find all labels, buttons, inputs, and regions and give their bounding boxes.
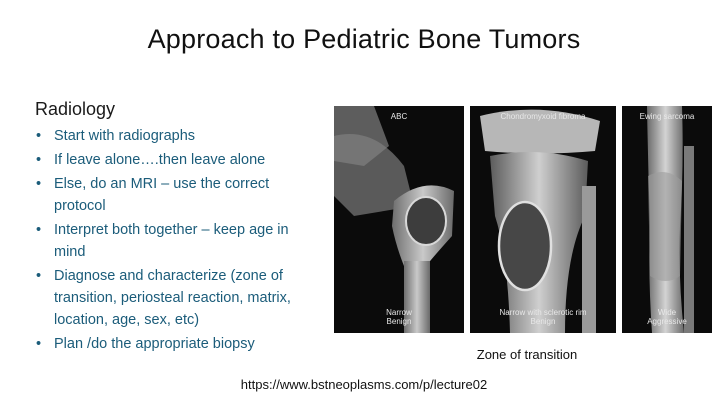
bullet-item: • Plan /do the appropriate biopsy [30,333,315,355]
image-label-abc: ABC [390,112,408,121]
image-nature-abc: Benign [386,317,412,326]
section-heading: Radiology [35,99,116,119]
xray-ewing-graphic [622,106,712,333]
bullet-list [30,125,315,357]
image-zone-chondromyxoid: Narrow with sclerotic rim [499,308,587,317]
xray-chondromyxoid-image [470,106,616,333]
xray-abc-image [334,106,464,333]
source-url: https://www.bstneoplasms.com/p/lecture02 [240,377,488,392]
bullet-item: • Start with radiographs [30,125,315,147]
bullet-item: • Else, do an MRI – use the correct protocol [30,173,315,217]
image-zone-ewing: Wide [657,308,677,317]
image-label-ewing: Ewing sarcoma [639,112,695,121]
xray-chondromyxoid-graphic [470,106,616,333]
xray-abc-graphic [334,106,464,333]
image-label-chondromyxoid: Chondromyxoid fibroma [500,112,586,121]
slide-title: Approach to Pediatric Bone Tumors [147,24,581,54]
bullet-item: • Diagnose and characterize (zone of transition, periosteal reaction, matrix, location, age, sex, etc) [30,265,315,331]
bullet-item: • If leave alone….then leave alone [30,149,315,171]
image-nature-ewing: Aggressive [647,317,687,326]
bullet-item: • Interpret both together – keep age in mind [30,219,315,263]
image-zone-abc: Narrow [386,308,412,317]
figure-caption: Zone of transition [476,347,578,362]
image-nature-chondromyxoid: Benign [530,317,556,326]
xray-ewing-image [622,106,712,333]
